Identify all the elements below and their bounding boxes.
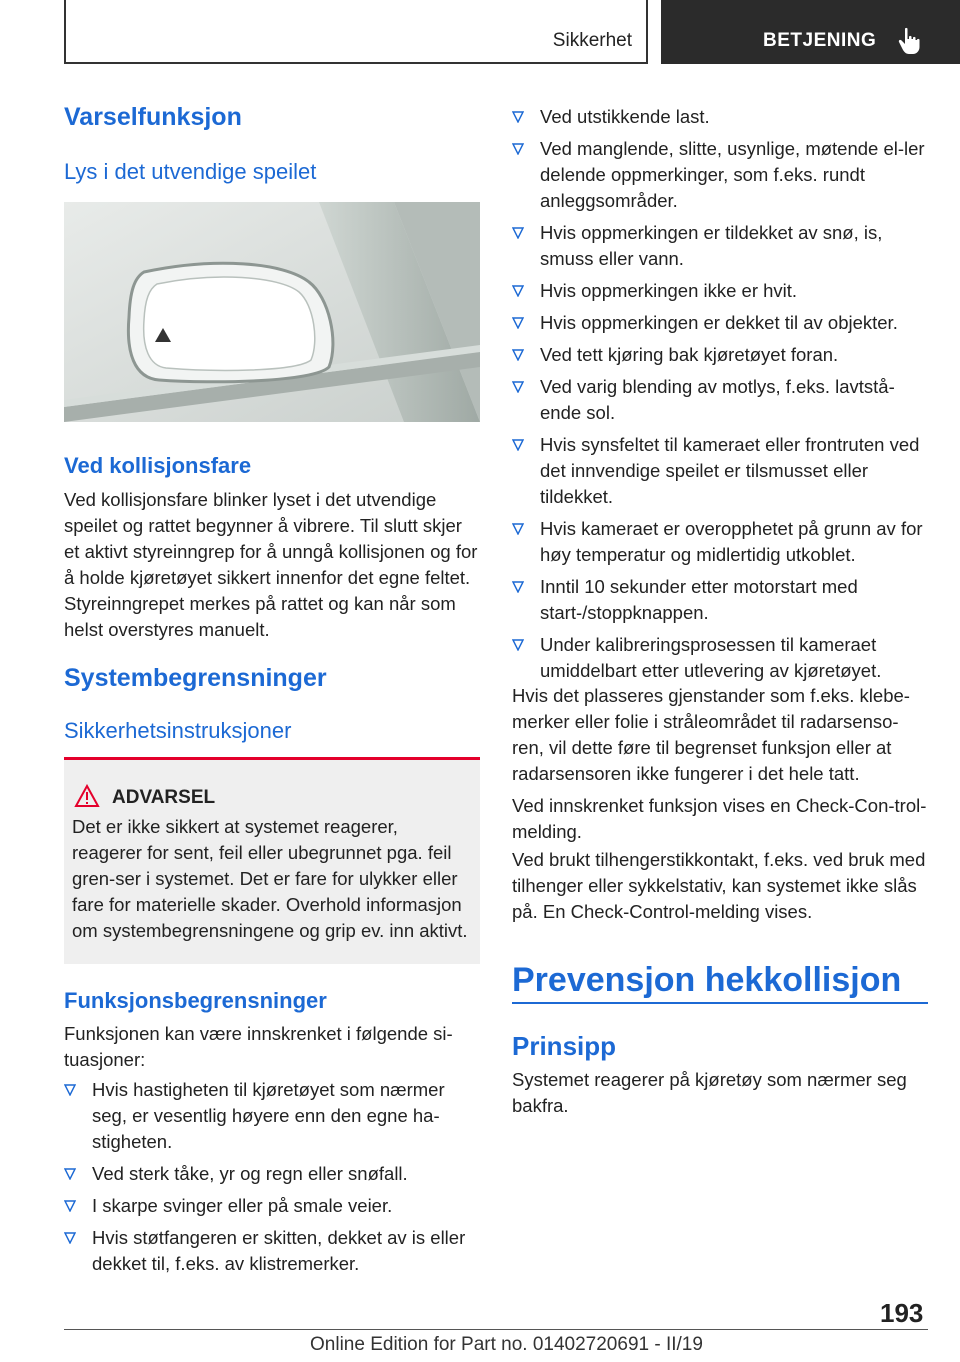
bullet-triangle-icon	[512, 381, 524, 393]
list-item-text: Hvis støtfangeren er skitten, dekket av is eller dekket til, f.eks. av klistremerker.	[92, 1227, 466, 1274]
list-item-text: Hvis hastigheten til kjøretøyet som nærmer seg, er vesentlig høyere enn den egne ha-stigheten.	[92, 1079, 445, 1152]
page-number: 193	[880, 1298, 924, 1328]
list-item-text: Hvis synsfeltet til kameraet eller frontruten ved det innvendige speilet er tilsmusset eller tildekket.	[540, 434, 920, 507]
list-item-text: Under kalibreringsprosessen til kameraet umiddelbart etter utlevering av kjøretøyet.	[540, 634, 882, 681]
bullet-triangle-icon	[512, 581, 524, 593]
list-item	[512, 220, 928, 272]
bullet-triangle-icon	[64, 1084, 76, 1096]
list-item	[512, 342, 928, 368]
heading-ved-kollisjonsfare: Ved kollisjonsfare	[64, 453, 252, 478]
list-item-text: Hvis oppmerkingen er dekket til av objekter.	[540, 312, 898, 333]
list-item	[512, 278, 928, 304]
list-item-text: Hvis oppmerkingen er tildekket av snø, is, smuss eller vann.	[540, 222, 883, 269]
list-item-text: Ved varig blending av motlys, f.eks. lavtstå-ende sol.	[540, 376, 895, 423]
heading-sikkerhetsinstruksjoner: Sikkerhetsinstruksjoner	[64, 718, 292, 743]
list-item	[512, 432, 928, 510]
footer-edition: Online Edition for Part no. 01402720691 - II/19	[310, 1334, 703, 1355]
list-item-text: Ved tett kjøring bak kjøretøyet foran.	[540, 344, 839, 365]
heading-systembegrensninger: Systembegrensninger	[64, 664, 327, 692]
list-item	[64, 1225, 480, 1277]
footer-divider	[64, 1329, 928, 1330]
list-item	[512, 574, 928, 626]
header-chapter-tab	[661, 0, 960, 64]
paragraph-funksjon: Funksjonen kan være innskrenket i følgende si-tuasjoner:	[64, 1023, 453, 1070]
left-bullet-list	[64, 1077, 480, 1283]
side-mirror-warning-light-image	[64, 202, 480, 422]
list-item	[64, 1077, 480, 1155]
bullet-triangle-icon	[512, 349, 524, 361]
list-item	[512, 516, 928, 568]
bullet-triangle-icon	[64, 1200, 76, 1212]
list-item	[64, 1193, 480, 1219]
list-item-text: Hvis oppmerkingen ikke er hvit.	[540, 280, 798, 301]
list-item	[512, 310, 928, 336]
list-item-text: Inntil 10 sekunder etter motorstart med start-/stoppknappen.	[540, 576, 858, 623]
heading-lys-speilet: Lys i det utvendige speilet	[64, 159, 317, 184]
bullet-triangle-icon	[512, 523, 524, 535]
list-item-text: Hvis kameraet er overopphetet på grunn av for høy temperatur og midlertidig utkoblet.	[540, 518, 923, 565]
bullet-triangle-icon	[512, 639, 524, 651]
list-item	[512, 104, 928, 130]
list-item	[512, 136, 928, 214]
list-item-text: Ved sterk tåke, yr og regn eller snøfall.	[92, 1163, 408, 1184]
header-chapter-label: BETJENING	[763, 30, 877, 51]
bullet-triangle-icon	[64, 1168, 76, 1180]
heading-funksjonsbegrensninger: Funksjonsbegrensninger	[64, 988, 327, 1013]
heading-prinsipp: Prinsipp	[512, 1031, 617, 1061]
list-item-text: Ved utstikkende last.	[540, 106, 710, 127]
warning-box	[64, 757, 480, 964]
bullet-triangle-icon	[512, 439, 524, 451]
header-section-label: Sikkerhet	[552, 30, 632, 51]
heading-divider	[512, 1002, 928, 1004]
heading-varselfunksjon: Varselfunksjon	[64, 103, 242, 131]
paragraph-kollisjonsfare: Ved kollisjonsfare blinker lyset i det utvendige speilet og rattet begynner å vibrere. Til slutt skjer et aktivt styreinngrep for å unngå kollisjonen og for å holde kjøretøyet sikkert innenfor det egne feltet. Styreinngrepet merkes på rattet og kan når som helst overstyres manuelt.	[64, 489, 478, 640]
right-bullet-list	[512, 104, 928, 690]
bullet-triangle-icon	[512, 227, 524, 239]
list-item-text: I skarpe svinger eller på smale veier.	[92, 1195, 393, 1216]
bullet-triangle-icon	[512, 111, 524, 123]
header-section-tab	[64, 0, 648, 64]
paragraph-check-control: Ved innskrenket funksjon vises en Check-Con-trol-melding.	[512, 795, 927, 842]
warning-title: ADVARSEL	[112, 787, 216, 808]
warning-text: Det er ikke sikkert at systemet reagerer, reagerer for sent, feil eller ubegrunnet pga. feil gren-ser i systemet. Det er fare for ulykker eller fare for materielle skader. Overhold informasjon om systembegrensningene og grip ev. inn aktivt.	[72, 816, 468, 941]
list-item	[64, 1161, 480, 1187]
bullet-triangle-icon	[512, 143, 524, 155]
warning-triangle-icon	[74, 784, 100, 808]
list-item	[512, 374, 928, 426]
hand-pointer-icon	[896, 26, 922, 56]
paragraph-tilhenger: Ved brukt tilhengerstikkontakt, f.eks. ved bruk med tilhenger eller sykkelstativ, kan systemet ikke slås på. En Check-Control-melding vises.	[512, 849, 926, 922]
list-item-text: Ved manglende, slitte, usynlige, møtende el-ler delende oppmerkinger, som f.eks. rundt anleggsområder.	[540, 138, 925, 211]
paragraph-prinsipp: Systemet reagerer på kjøretøy som nærmer seg bakfra.	[512, 1069, 907, 1116]
bullet-triangle-icon	[512, 317, 524, 329]
bullet-triangle-icon	[64, 1232, 76, 1244]
heading-prevensjon-hekkollisjon: Prevensjon hekkollisjon	[512, 961, 902, 999]
bullet-triangle-icon	[512, 285, 524, 297]
list-item	[512, 632, 928, 684]
paragraph-radar: Hvis det plasseres gjenstander som f.eks. klebe-merker eller folie i stråleområdet til radarsenso-ren, vil dette føre til begrenset funksjon eller at radarsensoren ikke fungerer i det hele tatt.	[512, 685, 910, 784]
